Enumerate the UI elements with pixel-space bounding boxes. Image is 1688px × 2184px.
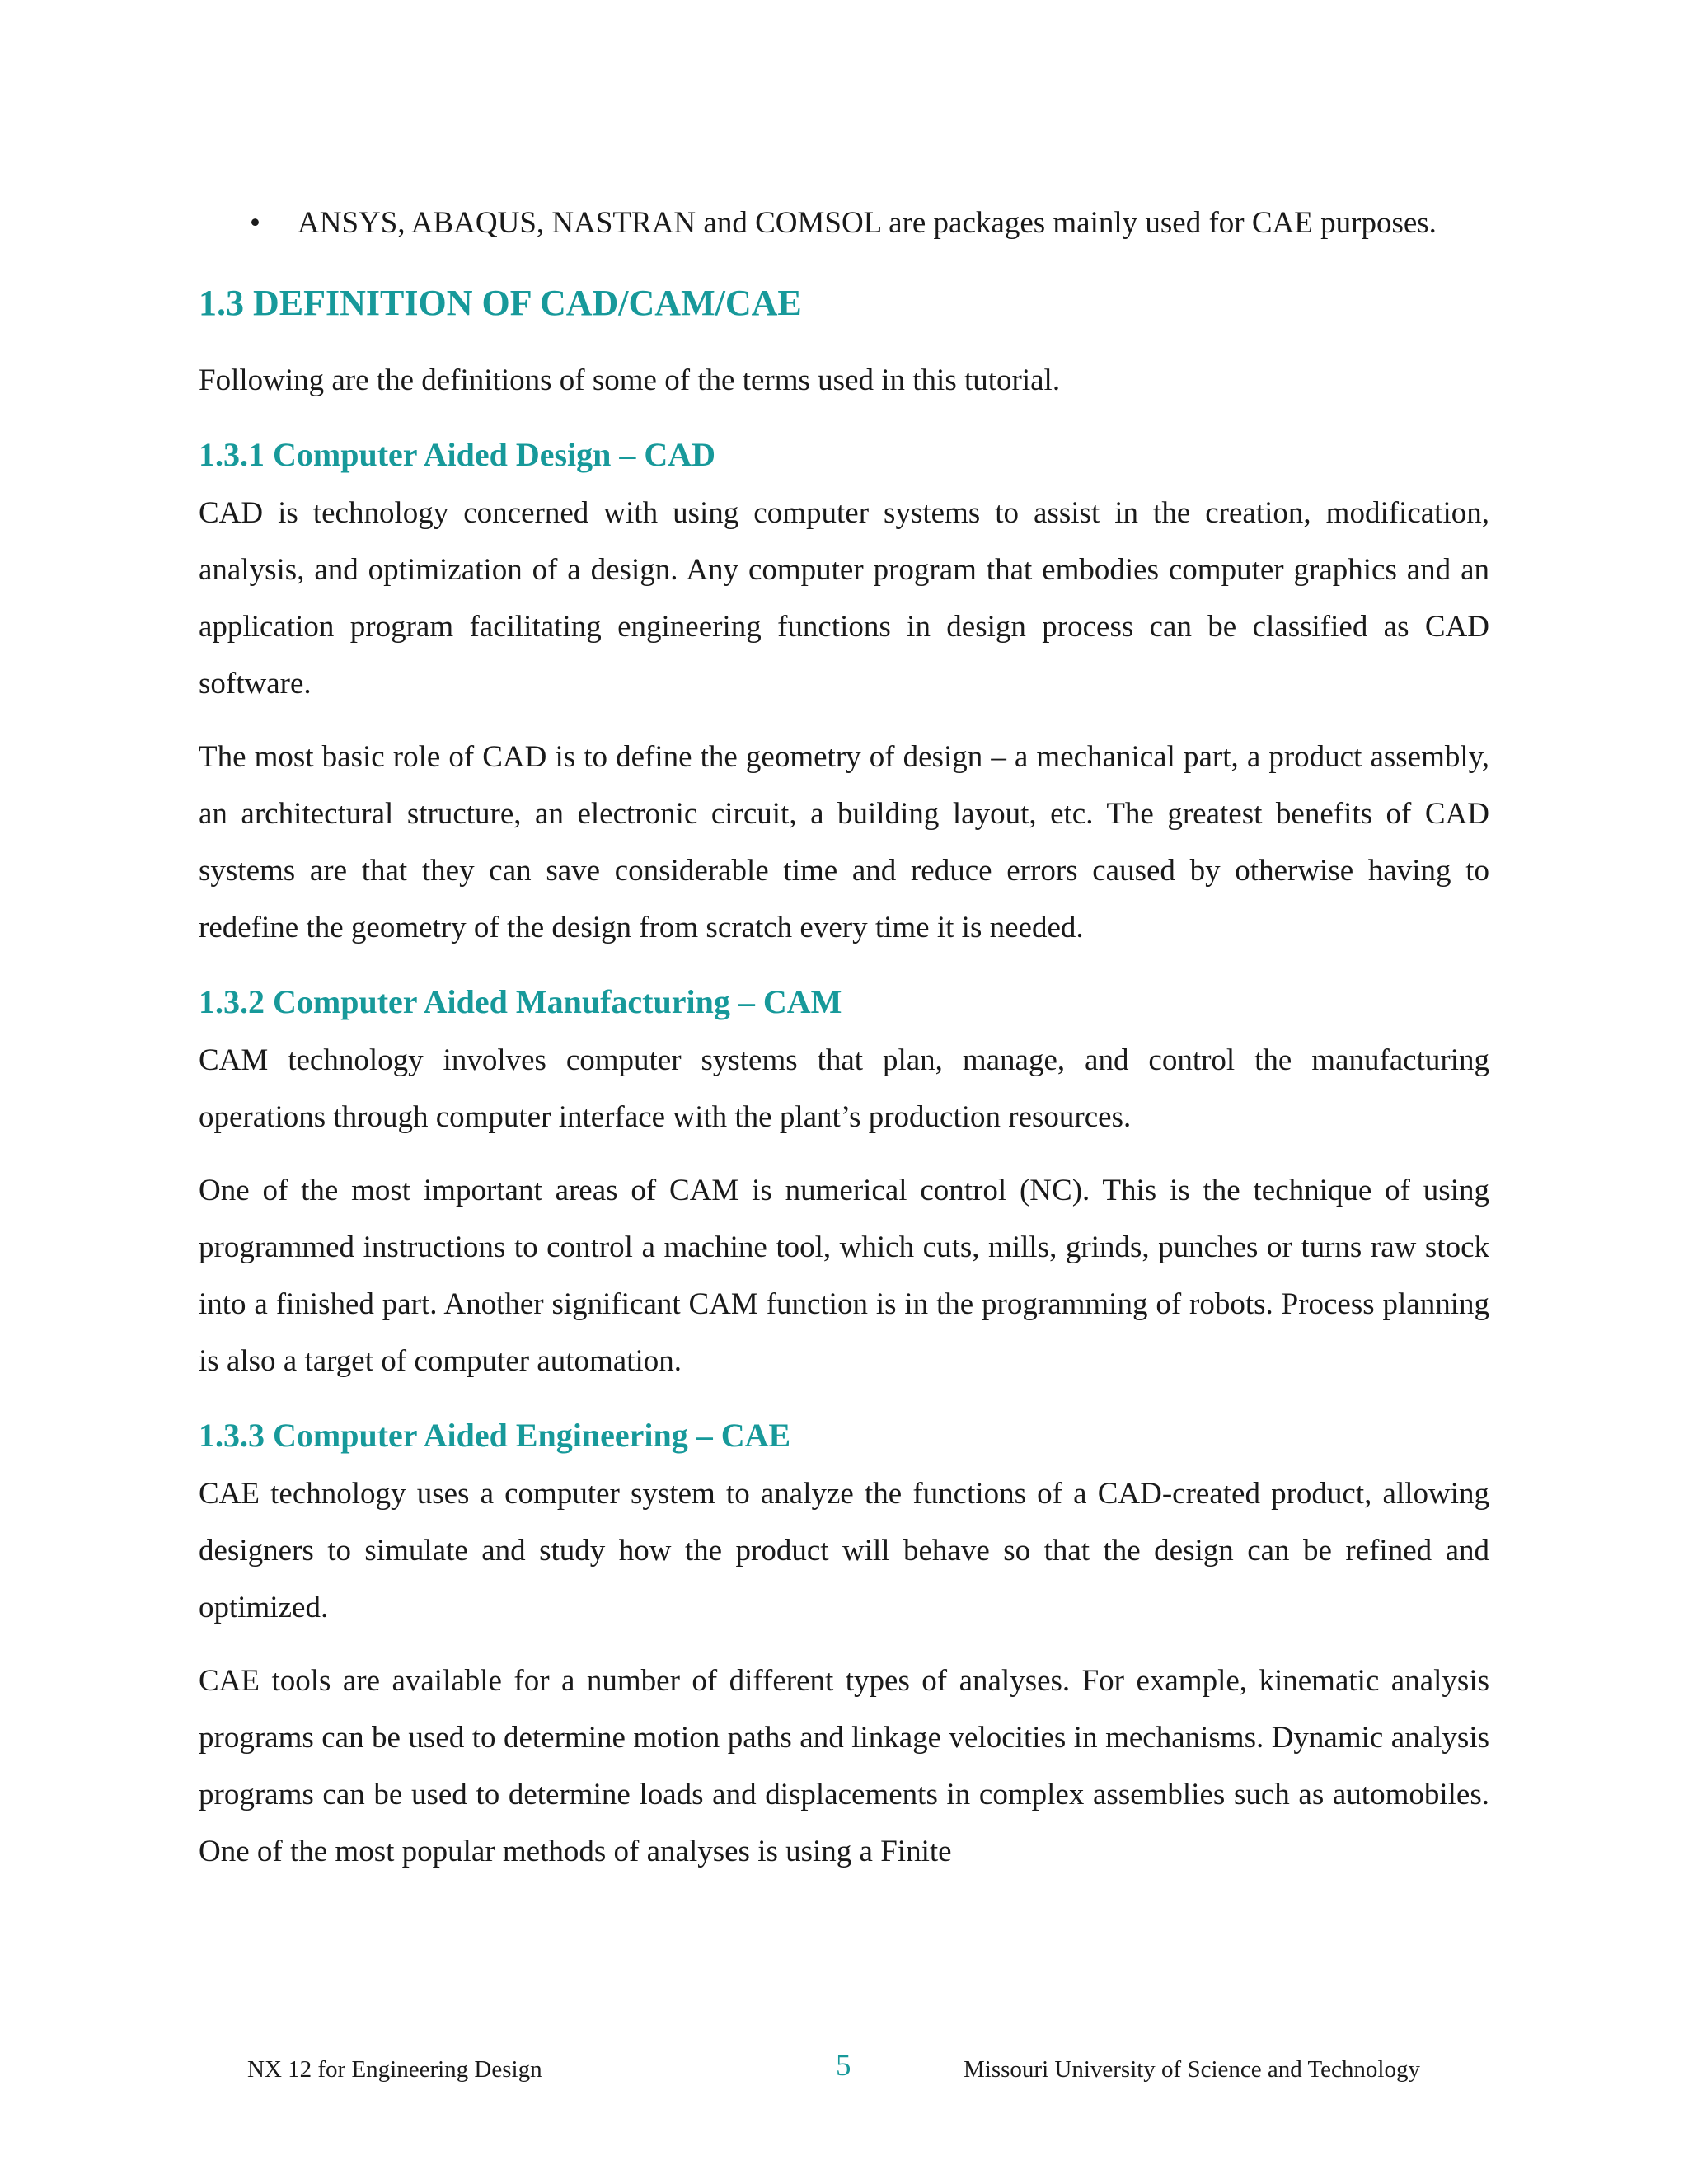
paragraph: CAM technology involves computer systems that plan, manage, and control the manufacturing operations through computer interface with the plant’s production resources. xyxy=(199,1043,1489,1134)
section-heading: 1.3 DEFINITION OF CAD/CAM/CAE xyxy=(199,283,802,323)
bullet-item xyxy=(199,194,1489,251)
paragraph: CAE technology uses a computer system to analyze the functions of a CAD-created product, allowing designers to simulate and study how the product will behave so that the design can be refined and optimized. xyxy=(199,1477,1489,1624)
bullet-list xyxy=(199,194,1489,251)
page-footer xyxy=(247,2048,1442,2097)
footer-institution: Missouri University of Science and Technology xyxy=(964,2056,1420,2083)
subsection-heading-cam: 1.3.2 Computer Aided Manufacturing – CAM xyxy=(199,983,842,1020)
bullet-icon: • xyxy=(250,206,260,240)
paragraph: The most basic role of CAD is to define the geometry of design – a mechanical part, a product assembly, an architectural structure, an electronic circuit, a building layout, etc. The greatest benefits of CAD systems are that they can save considerable time and reduce errors caused by otherwise having to redefine the geometry of the design from scratch every time it is needed. xyxy=(199,740,1489,944)
bullet-text: ANSYS, ABAQUS, NASTRAN and COMSOL are packages mainly used for CAE purposes. xyxy=(298,206,1437,240)
paragraph: One of the most important areas of CAM is numerical control (NC). This is the technique of using programmed instructions to control a machine tool, which cuts, mills, grinds, punches or turns raw stock into a finished part. Another significant CAM function is in the programming of robots. Process planning is also a target of computer automation. xyxy=(199,1174,1489,1378)
page-content xyxy=(199,194,1489,1896)
section-intro: Following are the definitions of some of the terms used in this tutorial. xyxy=(199,363,1061,397)
paragraph: CAD is technology concerned with using computer systems to assist in the creation, modification, analysis, and optimization of a design. Any computer program that embodies computer graphics and an application program facilitating engineering functions in design process can be classified as CAD software. xyxy=(199,496,1489,701)
footer-book-title: NX 12 for Engineering Design xyxy=(247,2056,542,2083)
subsection-heading-cae: 1.3.3 Computer Aided Engineering – CAE xyxy=(199,1417,791,1454)
paragraph: CAE tools are available for a number of different types of analyses. For example, kinematic analysis programs can be used to determine motion paths and linkage velocities in mechanisms. Dynamic analysis programs can be used to determine loads and displacements in complex assemblies such as automobiles. One of the most popular methods of analyses is using a Finite xyxy=(199,1664,1489,1868)
page-number: 5 xyxy=(836,2049,851,2083)
subsection-heading-cad: 1.3.1 Computer Aided Design – CAD xyxy=(199,436,716,473)
